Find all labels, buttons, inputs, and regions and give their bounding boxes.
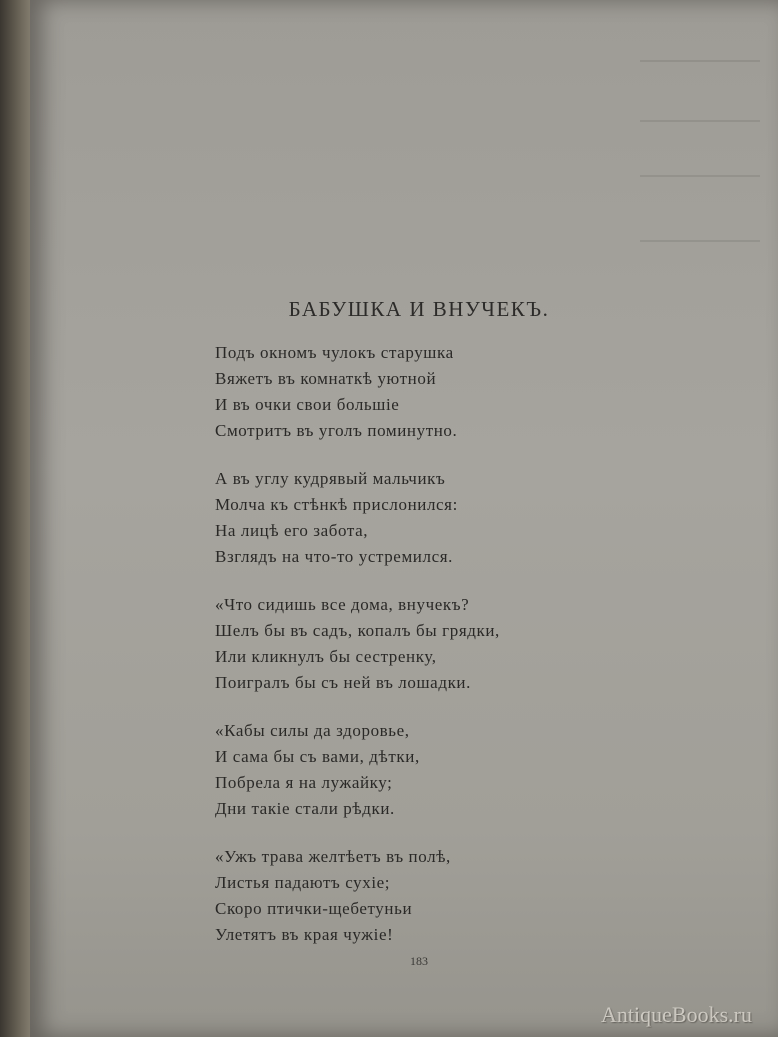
poem-line: Смотритъ въ уголъ поминутно. (215, 421, 458, 440)
watermark: AntiqueBooks.ru (601, 1002, 752, 1027)
poem-line: Скоро птички-щебетуньи (215, 899, 413, 918)
poem-line: Молча къ стѣнкѣ прислонился: (215, 495, 458, 514)
poem-body (215, 340, 635, 970)
stanza (215, 340, 635, 444)
stanza (215, 592, 635, 696)
poem-title: БАБУШКА И ВНУЧЕКЪ. (288, 297, 550, 321)
poem-line: И сама бы съ вами, дѣтки, (215, 747, 420, 766)
page-number: 183 (410, 954, 428, 968)
poem-line: Или кликнулъ бы сестренку, (215, 647, 437, 666)
poem-line: Улетятъ въ края чужіе! (215, 925, 394, 944)
poem-line: Взглядъ на что-то устремился. (215, 547, 454, 566)
poem-line: «Что сидишь все дома, внучекъ? (215, 595, 470, 614)
poem-line: На лицѣ его забота, (215, 521, 369, 540)
poem-line: Листья падаютъ сухіе; (215, 873, 391, 892)
bleed-through-line (640, 120, 760, 122)
stanza (215, 466, 635, 570)
stanza (215, 718, 635, 822)
poem-line: Вяжетъ въ комнаткѣ уютной (215, 369, 437, 388)
poem-line: «Кабы силы да здоровье, (215, 721, 410, 740)
poem-line: Побрела я на лужайку; (215, 773, 393, 792)
poem-line: И въ очки свои большіе (215, 395, 400, 414)
poem-line: Шелъ бы въ садъ, копалъ бы грядки, (215, 621, 500, 640)
poem-line: А въ углу кудрявый мальчикъ (215, 469, 446, 488)
poem-line: Поигралъ бы съ ней въ лошадки. (215, 673, 471, 692)
bleed-through-line (640, 175, 760, 177)
bleed-through-line (640, 60, 760, 62)
poem-line: «Ужъ трава желтѣетъ въ полѣ, (215, 847, 451, 866)
poem-line: Дни такіе стали рѣдки. (215, 799, 395, 818)
stanza (215, 844, 635, 948)
bleed-through-line (640, 240, 760, 242)
poem-line: Подъ окномъ чулокъ старушка (215, 343, 454, 362)
